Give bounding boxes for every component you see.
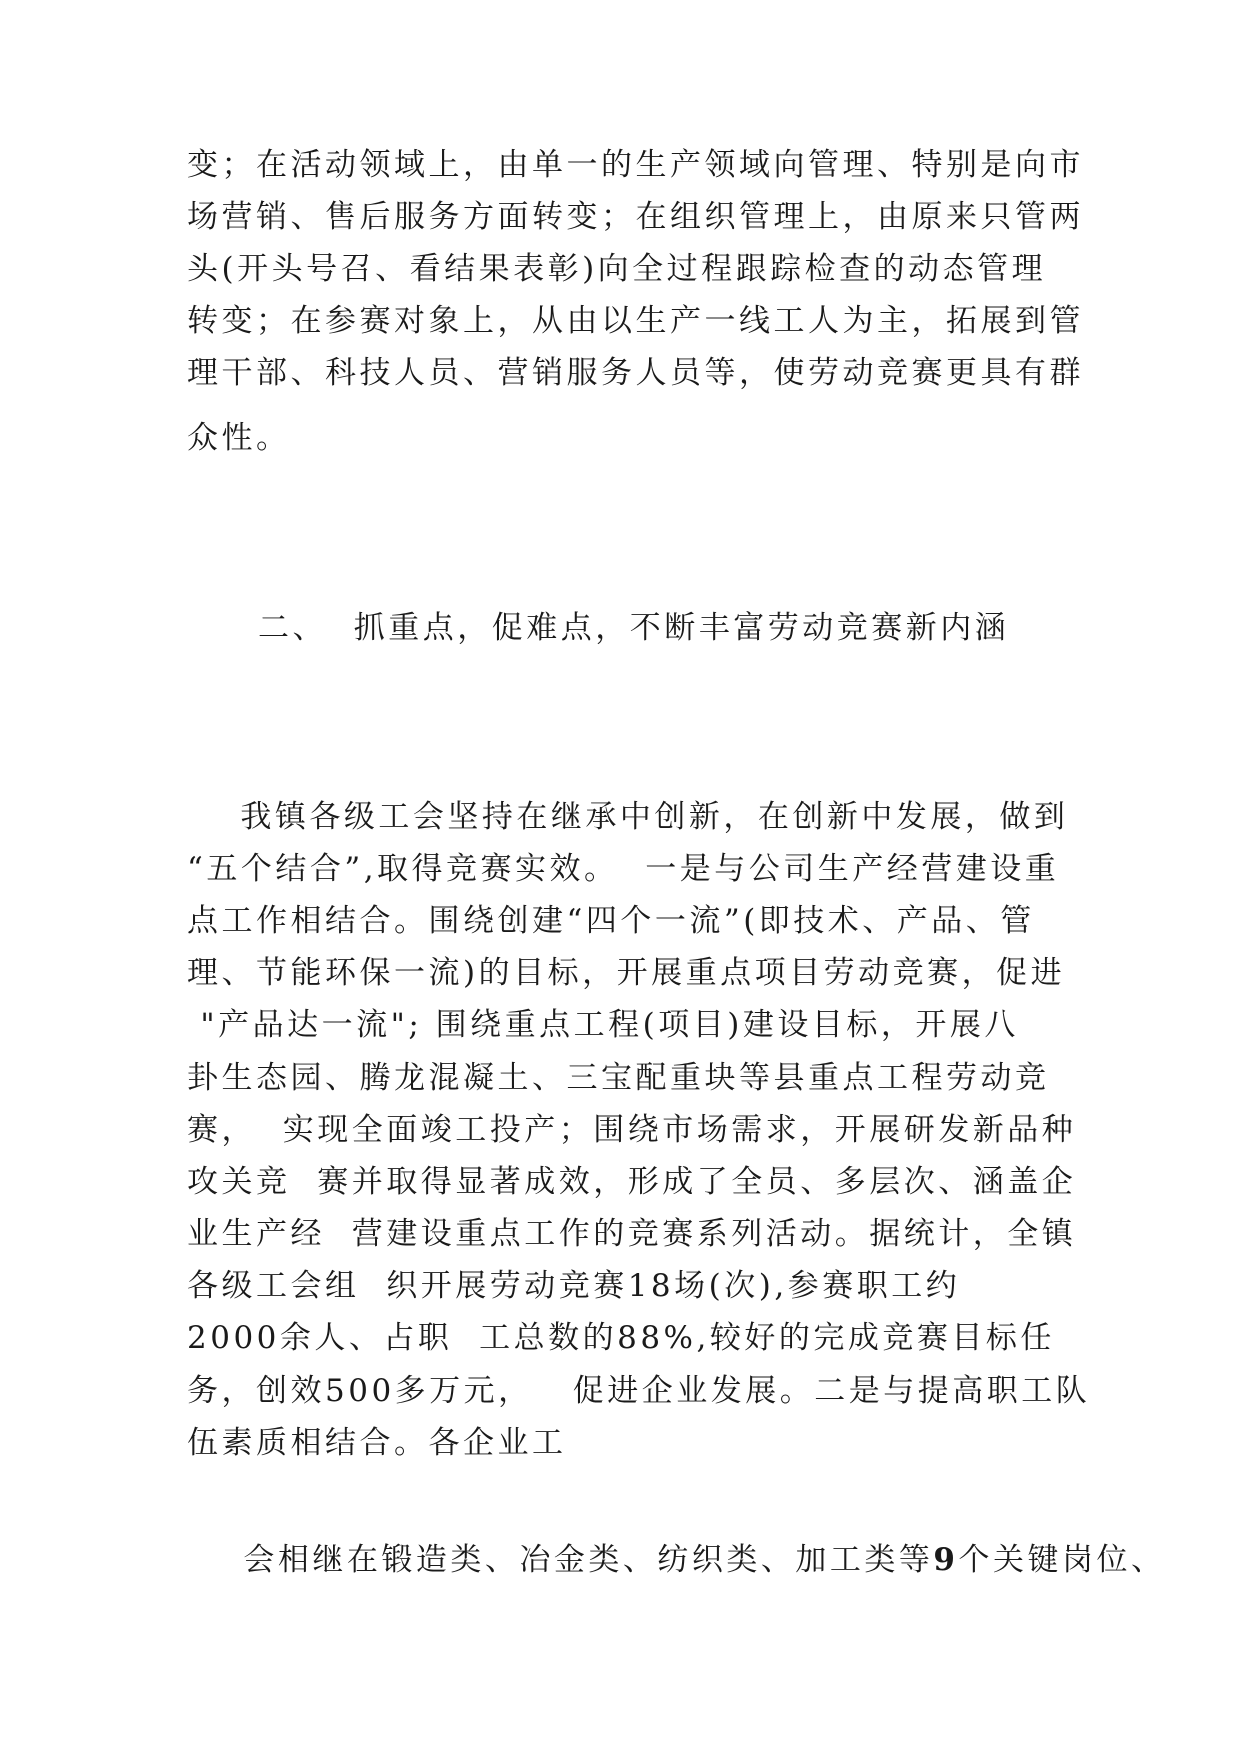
text-line: 赛， 实现全面竣工投产；围绕市场需求，开展研发新品种 [187, 1112, 1077, 1148]
text-line: 业生产经 营建设重点工作的竞赛系列活动。据统计，全镇 [187, 1216, 1077, 1252]
text-line: 伍素质相结合。各企业工 [187, 1425, 567, 1461]
text-segment: 会相继在锻造类、冶金类、纺织类、加工类等 [243, 1542, 934, 1578]
text-line: 转变；在参赛对象上，从由以生产一线工人为主，拓展到管 [187, 303, 1084, 339]
text-line: 各级工会组 织开展劳动竞赛18场(次),参赛职工约 [187, 1268, 961, 1304]
text-line: 攻关竞 赛并取得显著成效，形成了全员、多层次、涵盖企 [187, 1164, 1077, 1200]
text-line: 务，创效500多万元， 促进企业发展。二是与提高职工队 [187, 1373, 1091, 1409]
text-line: "产品达一流"; 围绕重点工程(项目)建设目标，开展八 [187, 1007, 1019, 1043]
text-line: 卦生态园、腾龙混凝土、三宝配重块等县重点工程劳动竞 [187, 1060, 1050, 1096]
text-line: 理干部、科技人员、营销服务人员等，使劳动竞赛更具有群 [187, 355, 1084, 391]
text-line: 变；在活动领域上，由单一的生产领域向管理、特别是向市 [187, 147, 1084, 183]
text-line: 2000余人、占职 工总数的88%,较好的完成竞赛目标任 [187, 1320, 1055, 1356]
section-heading: 二、 抓重点，促难点，不断丰富劳动竞赛新内涵 [258, 610, 1010, 646]
text-line: 场营销、售后服务方面转变；在组织管理上，由原来只管两 [187, 199, 1084, 235]
text-line: 众性。 [187, 420, 291, 456]
text-line: 理、节能环保一流)的目标，开展重点项目劳动竞赛，促进 [187, 955, 1066, 991]
text-line: 点工作相结合。围绕创建“四个一流”(即技术、产品、管 [187, 903, 1035, 939]
bold-number: 9 [933, 1542, 959, 1578]
text-line: 头(开头号召、看结果表彰)向全过程跟踪检查的动态管理 [187, 251, 1047, 287]
text-segment: 个关键岗位、 [958, 1542, 1166, 1578]
text-line: “五个结合”,取得竞赛实效。 一是与公司生产经营建设重 [187, 851, 1060, 887]
paragraph-3-line [190, 1500, 1166, 1620]
text-line: 我镇各级工会坚持在继承中创新，在创新中发展，做到 [187, 799, 1069, 835]
